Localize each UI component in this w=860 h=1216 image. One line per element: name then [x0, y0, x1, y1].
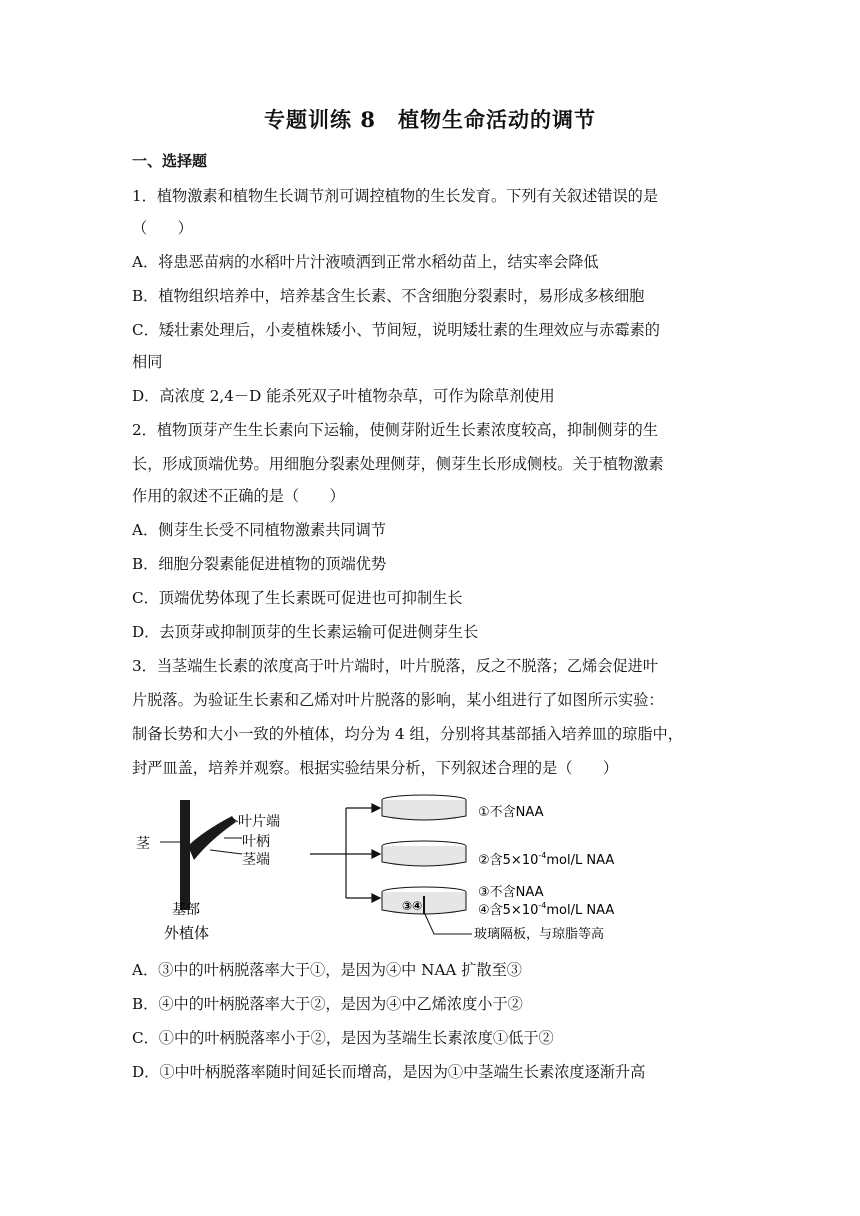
section-heading: 一、选择题 [132, 152, 208, 170]
dish-3 [382, 887, 466, 914]
q1-option-c-line1: C．矮壮素处理后，小麦植株矮小、节间短，说明矮壮素的生理效应与赤霉素的 [132, 321, 660, 339]
glass-note: 玻璃隔板，与琼脂等高 [474, 927, 605, 942]
label-explant: 外植体 [164, 924, 210, 942]
dish-3-inner-label: ③④ [402, 899, 423, 913]
label-stem: 茎 [136, 836, 150, 852]
dish-2-label: ②含$5\times 10^{-4}mol/L$ NAA [478, 851, 615, 868]
q1-stem-line2: （ ） [132, 219, 193, 237]
dish-3-label-top: ③不含NAA [478, 885, 544, 900]
q1-option-c-line2: 相同 [132, 353, 163, 371]
q3-option-a: A．③中的叶柄脱落率大于①，是因为④中 NAA 扩散至③ [132, 961, 522, 979]
q2-stem-line3: 作用的叙述不正确的是（ ） [132, 487, 345, 505]
q2-option-b: B．细胞分裂素能促进植物的顶端优势 [132, 555, 387, 573]
q1-option-a: A．将患恶苗病的水稻叶片汁液喷洒到正常水稻幼苗上，结实率会降低 [132, 253, 599, 271]
dish-3-label-bottom: ④含$5\times 10^{-4}mol/L$ NAA [478, 901, 615, 918]
q3-stem-line3: 制备长势和大小一致的外植体，均分为 4 组，分别将其基部插入培养皿的琼脂中， [132, 725, 683, 743]
q3-stem-line2: 片脱落。为验证生长素和乙烯对叶片脱落的影响，某小组进行了如图所示实验： [132, 691, 664, 709]
experiment-figure [132, 786, 634, 946]
dish-2 [382, 841, 466, 866]
q3-stem-line4: 封严皿盖，培养并观察。根据实验结果分析，下列叙述合理的是（ ） [132, 759, 618, 777]
dish-1-label: ①不含NAA [478, 805, 544, 820]
label-leaf-end: 叶片端 [238, 814, 280, 830]
q3-option-c: C．①中的叶柄脱落率小于②，是因为茎端生长素浓度①低于② [132, 1029, 554, 1047]
arrows [310, 804, 380, 902]
q1-option-b: B．植物组织培养中，培养基含生长素、不含细胞分裂素时，易形成多核细胞 [132, 287, 645, 305]
label-stem-end: 茎端 [242, 852, 270, 868]
q2-option-a: A．侧芽生长受不同植物激素共同调节 [132, 521, 386, 539]
q2-stem-line2: 长，形成顶端优势。用细胞分裂素处理侧芽，侧芽生长形成侧枝。关于植物激素 [132, 455, 664, 473]
q1-stem-line1: 1．植物激素和植物生长调节剂可调控植物的生长发育。下列有关叙述错误的是 [132, 187, 659, 205]
q2-option-c: C．顶端优势体现了生长素既可促进也可抑制生长 [132, 589, 463, 607]
dish-1 [382, 795, 466, 820]
glass-pointer [424, 912, 472, 934]
q3-stem-line1: 3．当茎端生长素的浓度高于叶片端时，叶片脱落，反之不脱落；乙烯会促进叶 [132, 657, 659, 675]
q2-option-d: D．去顶芽或抑制顶芽的生长素运输可促进侧芽生长 [132, 623, 479, 641]
q1-option-d: D．高浓度 2,4－D 能杀死双子叶植物杂草，可作为除草剂使用 [132, 387, 555, 405]
explant-drawing [160, 800, 242, 910]
q3-option-d: D．①中叶柄脱落率随时间延长而增高，是因为①中茎端生长素浓度逐渐升高 [132, 1063, 646, 1081]
label-base: 基部 [172, 902, 200, 918]
label-petiole: 叶柄 [242, 834, 270, 850]
q2-stem-line1: 2．植物顶芽产生生长素向下运输，使侧芽附近生长素浓度较高，抑制侧芽的生 [132, 421, 659, 439]
q3-option-b: B．④中的叶柄脱落率大于②，是因为④中乙烯浓度小于② [132, 995, 523, 1013]
page-title: 专题训练 8 植物生命活动的调节 [264, 107, 596, 132]
